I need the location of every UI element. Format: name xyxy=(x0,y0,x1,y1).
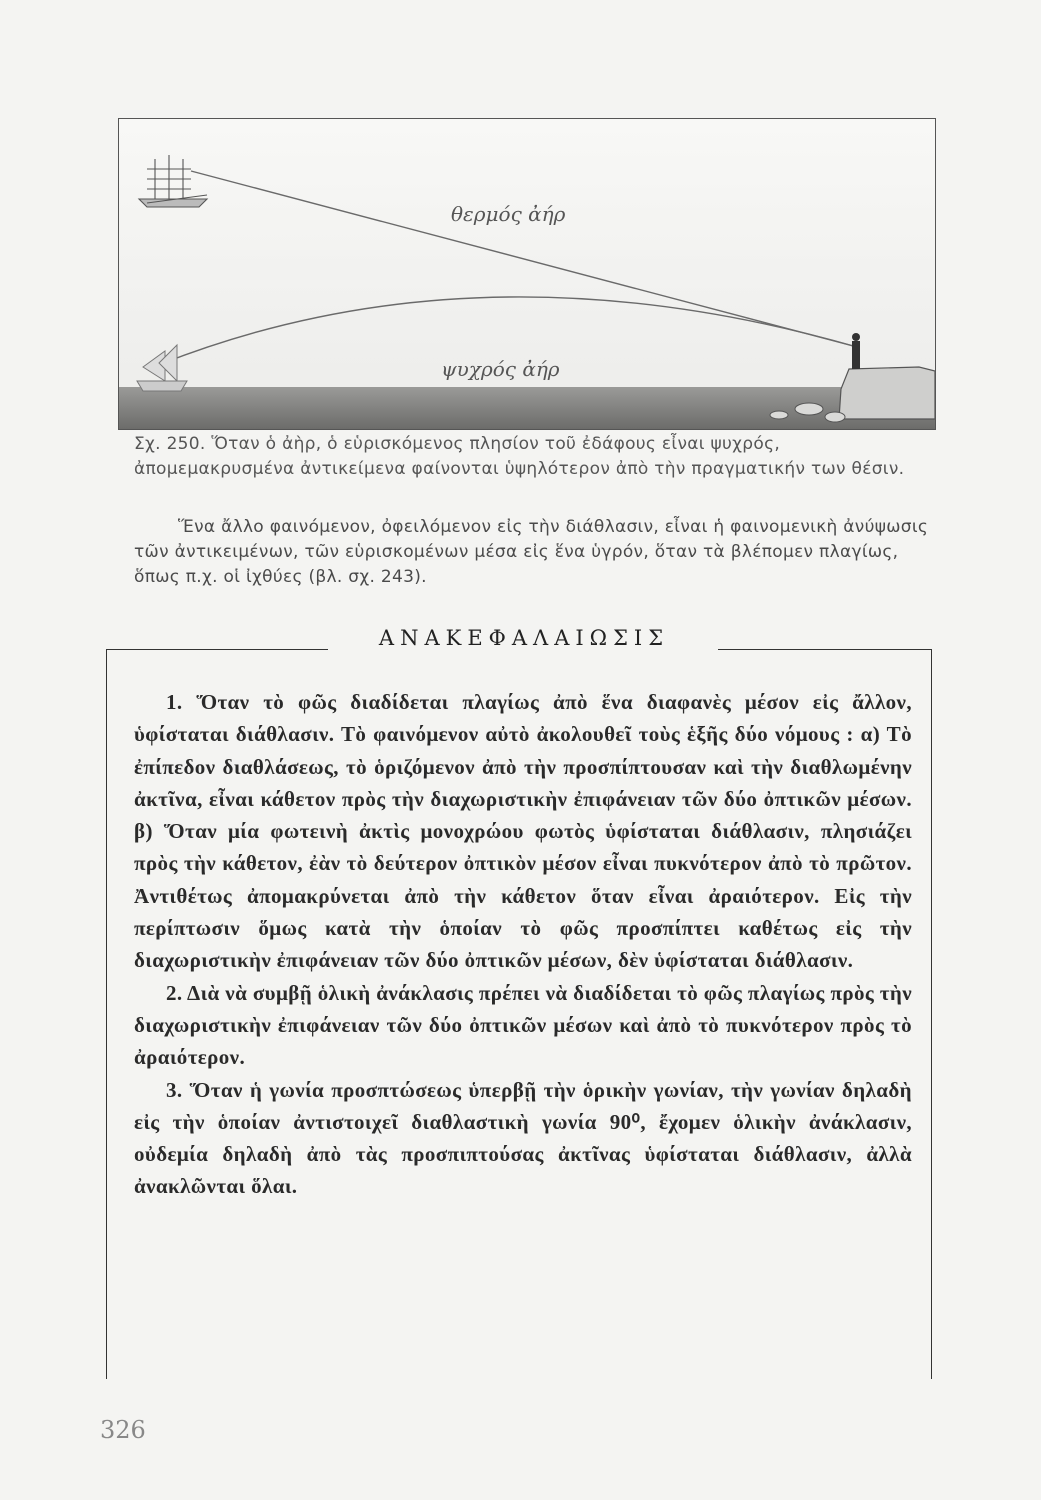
summary-box-top-right-rule xyxy=(718,649,932,650)
body-paragraph xyxy=(134,515,934,590)
page-number: 326 xyxy=(100,1416,146,1444)
summary-box-left-rule xyxy=(106,649,107,1379)
summary-box-top-left-rule xyxy=(106,649,328,650)
figure-caption xyxy=(134,432,934,482)
summary-box-right-rule xyxy=(931,649,932,1379)
caption-number: Σχ. 250. xyxy=(134,434,206,454)
summary-body xyxy=(134,686,912,1203)
cold-air-label: ψυχρός ἀήρ xyxy=(441,357,560,381)
summary-item-1: 1. Ὅταν τὸ φῶς διαδίδεται πλαγίως ἀπὸ ἕνα διαφανὲς μέσον εἰς ἄλλον, ὑφίσταται διάθλασιν. Τὸ φαινόμενον αὐτὸ ἀκολουθεῖ τοὺς ἑξῆς δύο νόμους : α) Τὸ ἐπίπεδον διαθλάσεως, τὸ ὁριζόμενον ἀπὸ τὴν προσπίπτουσαν καὶ τὴν διαθλωμένην ἀκτῖνα, εἶναι κάθετον πρὸς τὴν διαχωριστικὴν ἐπιφάνειαν τῶν δύο ὀπτικῶν μέσων. β) Ὅταν μία φωτεινὴ ἀκτὶς μονοχρώου φωτὸς ὑφίσταται διάθλασιν, πλησιάζει πρὸς τὴν κάθετον, ἐὰν τὸ δεύτερον ὀπτικὸν μέσον εἶναι πυκνότερον ἀπὸ τὸ πρῶτον. Ἀντιθέτως ἀπομακρύνεται ἀπὸ τὴν κάθετον ὅταν εἶναι ἀραιότερον. Εἰς τὴν περίπτωσιν ὅμως κατὰ τὴν ὁποίαν τὸ φῶς προσπίπτει καθέτως εἰς τὴν διαχωριστικὴν ἐπιφάνειαν τῶν δύο ὀπτικῶν μέσων, δὲν ὑφίσταται διάθλασιν. xyxy=(134,690,912,973)
caption-text: Ὅταν ὁ ἀὴρ, ὁ εὑρισκόμενος πλησίον τοῦ ἐδάφους εἶναι ψυχρός, ἀπομεμακρυσμένα ἀντικείμενα φαίνονται ὑψηλότερον ἀπὸ τὴν πραγματικήν των θέσιν. xyxy=(134,434,905,479)
summary-item-2: 2. Διὰ νὰ συμβῇ ὁλικὴ ἀνάκλασις πρέπει νὰ διαδίδεται τὸ φῶς πλαγίως πρὸς τὴν διαχωριστικὴν ἐπιφάνειαν τῶν δύο ὀπτικῶν μέσων καὶ ἀπὸ τὸ πυκνότερον πρὸς τὸ ἀραιότερον. xyxy=(134,980,912,1070)
summary-item-3: 3. Ὅταν ἡ γωνία προσπτώσεως ὑπερβῇ τὴν ὁρικὴν γωνίαν, τὴν γωνίαν δηλαδὴ εἰς τὴν ὁποίαν ἀντιστοιχεῖ διαθλαστικὴ γωνία 90⁰, ἔχομεν ὁλικὴν ἀνάκλασιν, οὐδεμία δηλαδὴ ἀπὸ τὰς προσπιπτούσας ἀκτῖνας ὑφίσταται διάθλασιν, ἀλλὰ ἀνακλῶνται ὅλαι. xyxy=(134,1077,912,1199)
paragraph-text: Ἕνα ἄλλο φαινόμενον, ὀφειλόμενον εἰς τὴν διάθλασιν, εἶναι ἡ φαινομενικὴ ἀνύψωσις τῶν ἀντικειμένων, τῶν εὑρισκομένων μέσα εἰς ἕνα ὑγρόν, ὅταν τὰ βλέπομεν πλαγίως, ὅπως π.χ. οἱ ἰχθύες (βλ. σχ. 243). xyxy=(134,517,929,587)
summary-title: ΑΝΑΚΕΦΑΛΑΙΩΣΙΣ xyxy=(378,626,670,650)
mirage-figure xyxy=(118,118,936,430)
mirage-illustration xyxy=(119,119,935,429)
warm-air-label: θερμός ἀήρ xyxy=(451,202,566,226)
